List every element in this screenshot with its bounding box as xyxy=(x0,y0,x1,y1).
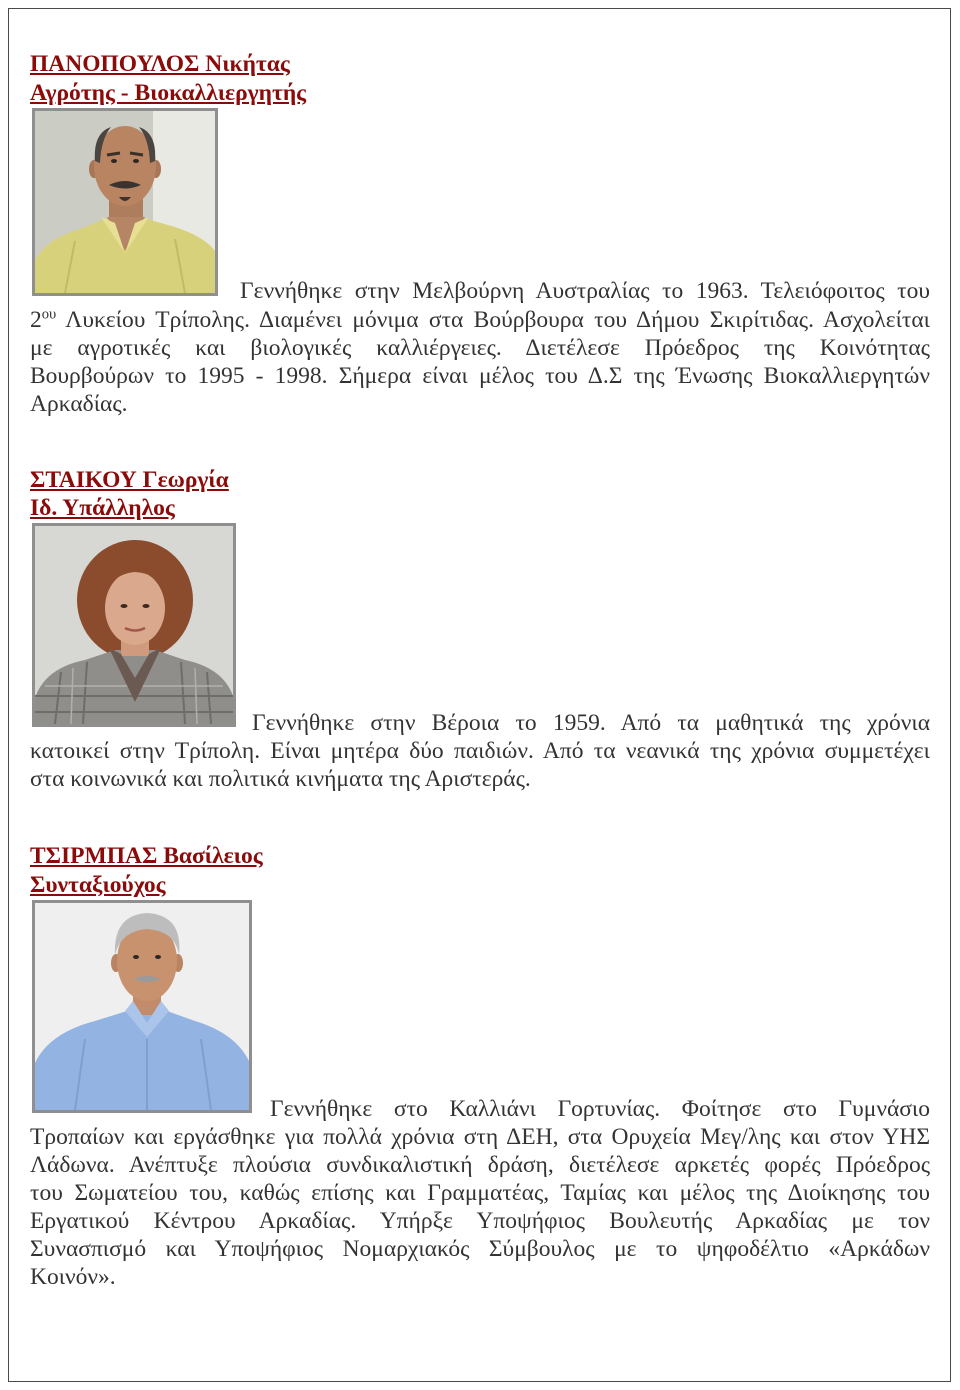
bio-line xyxy=(30,306,930,334)
bio-line xyxy=(30,1207,930,1235)
bio-line-last xyxy=(30,390,128,418)
bio-text: Γεννήθηκε στην Βέροια το 1959. Από τα μαθητικά της χρόνια xyxy=(252,710,930,736)
portrait-eye xyxy=(143,604,150,608)
profile-occupation: Αγρότης - Βιοκαλλιεργητής xyxy=(30,80,307,106)
bio-text: Συνασπισμό και Υποψήφιος Νομαρχιακός Σύμβουλος με το ψηφοδέλτιο «Αρκάδων xyxy=(30,1236,930,1262)
bio-line xyxy=(30,737,930,765)
bio-text xyxy=(30,307,930,333)
bio-line xyxy=(30,1123,930,1151)
bio-text: με αγροτικές και βιολογικές καλλιέργειες. Διετέλεσε Πρόεδρος της Κοινότητας xyxy=(30,335,930,361)
portrait-head xyxy=(105,571,165,645)
bio-line-last xyxy=(30,1263,116,1291)
portrait-illustration xyxy=(35,526,233,724)
portrait-photo xyxy=(32,900,252,1113)
bio-line xyxy=(240,277,930,305)
profile-occupation: Ιδ. Υπάλληλος xyxy=(30,495,175,521)
bio-text: Λάδωνα. Ανέπτυξε πλούσια συνδικαλιστική δράση, διετέλεσε αρκετές φορές Πρόεδρος xyxy=(30,1152,930,1178)
portrait-eye xyxy=(133,159,139,163)
portrait-photo xyxy=(32,108,218,296)
portrait-photo xyxy=(32,523,236,727)
bio-line xyxy=(30,1151,930,1179)
bio-text: Εργατικού Κέντρου Αρκαδίας. Υπήρξε Υποψήφιος Βουλευτής Αρκαδίας με τον xyxy=(30,1208,930,1234)
bio-superscript: ου xyxy=(41,306,57,323)
bio-text: Κοινόν». xyxy=(30,1264,116,1290)
bio-line xyxy=(30,362,930,390)
portrait-eye xyxy=(111,159,117,163)
bio-line xyxy=(270,1095,930,1123)
bio-text: Γεννήθηκε στο Καλλιάνι Γορτυνίας. Φοίτησε στο Γυμνάσιο xyxy=(270,1096,930,1122)
bio-text-rest: Λυκείου Τρίπολης. Διαμένει μόνιμα στα Βούρβουρα του Δήμου Σκιρίτιδας. Ασχολείται xyxy=(56,307,930,333)
bio-text: Βουρβούρων το 1995 - 1998. Σήμερα είναι μέλος του Δ.Σ της Ένωσης Βιοκαλλιεργητών xyxy=(30,363,930,389)
bio-text: στα κοινωνικά και πολιτικά κινήματα της Αριστεράς. xyxy=(30,766,531,792)
bio-text: Αρκαδίας. xyxy=(30,391,128,417)
profile-name: ΤΣΙΡΜΠΑΣ Βασίλειος xyxy=(30,843,263,869)
profile-name: ΠΑΝΟΠΟΥΛΟΣ Νικήτας xyxy=(30,51,290,77)
portrait-illustration xyxy=(35,111,215,293)
bio-line xyxy=(252,709,930,737)
profile-name: ΣΤΑΙΚΟΥ Γεωργία xyxy=(30,467,229,493)
bio-line xyxy=(30,1235,930,1263)
bio-text: Γεννήθηκε στην Μελβούρνη Αυστραλίας το 1963. Τελειόφοιτος του xyxy=(240,278,930,304)
portrait-eye xyxy=(121,604,128,608)
portrait-illustration xyxy=(35,903,249,1110)
bio-text: Τροπαίων και εργάσθηκε για πολλά χρόνια στη ΔΕΗ, στα Ορυχεία Μεγ/λης και στον ΥΗΣ xyxy=(30,1124,930,1150)
bio-text: κατοικεί στην Τρίπολη. Είναι μητέρα δύο παιδιών. Από τα νεανικά της χρόνια συμμετέχει xyxy=(30,738,930,764)
bio-line-last xyxy=(30,765,531,793)
bio-line xyxy=(30,1179,930,1207)
profile-occupation: Συνταξιούχος xyxy=(30,872,166,898)
portrait-eye xyxy=(133,955,139,959)
portrait-eye xyxy=(155,955,161,959)
bio-text: του Σωματείου του, καθώς επίσης και Γραμματέας, Ταμίας και μέλος της Διοίκησης του xyxy=(30,1180,930,1206)
bio-line xyxy=(30,334,930,362)
bio-number: 2 xyxy=(30,307,42,333)
